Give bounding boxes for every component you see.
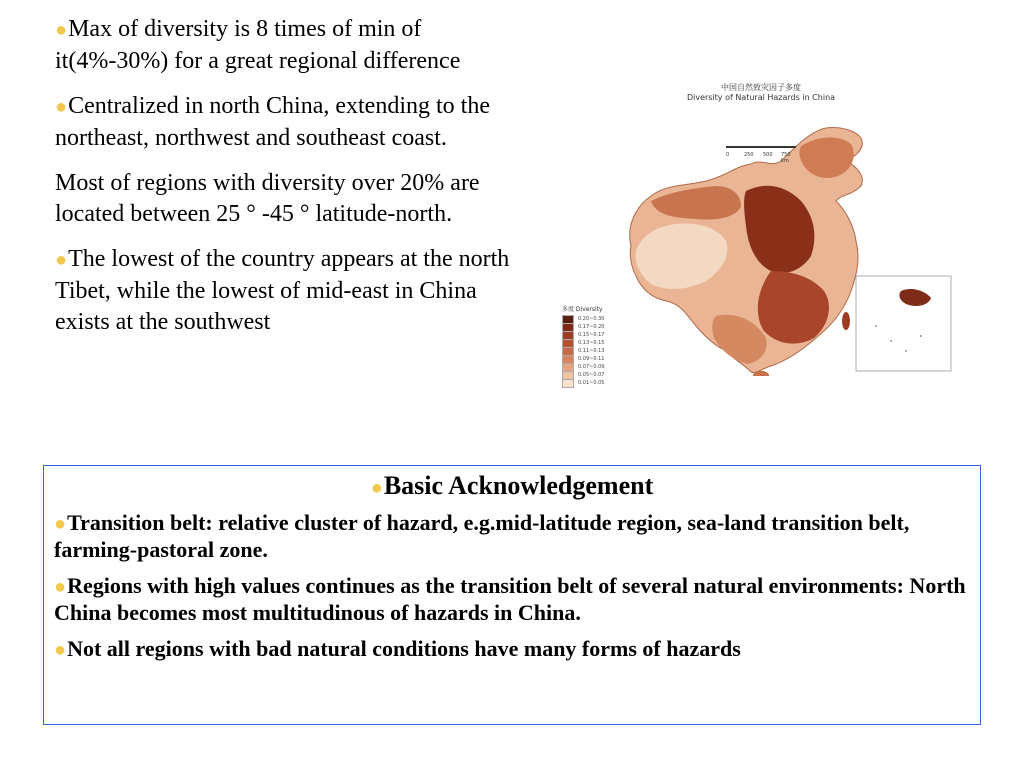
acknowledgement-heading [54,468,970,506]
acknowledgement-item [54,510,970,563]
bullet-icon: ● [54,513,67,535]
legend-label: 0.05~0.07 [578,372,605,378]
legend-label: 0.17~0.20 [578,324,605,330]
finding-item [55,91,510,154]
acknowledgement-box [43,465,981,725]
legend-label: 0.13~0.15 [578,340,605,346]
legend-swatch [562,379,574,388]
acknowledgement-item [54,573,970,626]
legend-label: 0.09~0.11 [578,356,605,362]
diversity-map-figure [556,76,956,386]
legend-row [562,379,622,387]
scale-label: 500 [763,152,773,158]
map-scale-bar [726,146,796,164]
bullet-icon: ● [370,477,383,499]
legend-label: 0.20~0.30 [578,316,605,322]
bullet-icon: ● [54,639,67,661]
acknowledgement-text: Transition belt: relative cluster of hazard, e.g.mid-latitude region, sea-land transition belt, farming-pastoral zone. [54,510,910,562]
bullet-icon: ● [55,19,68,41]
scale-label: 0 [726,152,730,158]
legend-label: 0.01~0.05 [578,380,605,386]
map-legend [562,304,622,387]
scale-label: 250 [744,152,754,158]
scale-label: 750 km [781,152,791,164]
legend-label: 0.11~0.13 [578,348,605,354]
bullet-icon: ● [54,576,67,598]
legend-label: 0.15~0.17 [578,332,605,338]
legend-title: 多度 Diversity [562,306,603,313]
finding-item [55,14,510,77]
acknowledgement-text: Regions with high values continues as the transition belt of several natural environments: North China becomes most multitudinous of hazards in China. [54,573,966,625]
finding-text: Most of regions with diversity over 20% are located between 25 ° -45 ° latitude-north. [55,170,480,227]
findings-text [55,14,510,352]
bullet-icon: ● [55,249,68,271]
finding-text: Centralized in north China, extending to the northeast, northwest and southeast coast. [55,93,490,151]
finding-text: Max of diversity is 8 times of min of it(4%-30%) for a great regional difference [55,16,461,74]
legend-label: 0.07~0.09 [578,364,605,370]
map-title-chinese: 中国自然致灾因子多度 [721,83,801,92]
finding-text: The lowest of the country appears at the north Tibet, while the lowest of mid-east in China exists at the southwest [55,246,510,335]
acknowledgement-item [54,636,970,663]
finding-item [55,168,510,230]
map-title-english: Diversity of Natural Hazards in China [686,93,836,102]
bullet-icon: ● [55,96,68,118]
finding-item [55,244,510,338]
heading-text: Basic Acknowledgement [383,471,654,500]
acknowledgement-text: Not all regions with bad natural conditions have many forms of hazards [67,636,741,661]
